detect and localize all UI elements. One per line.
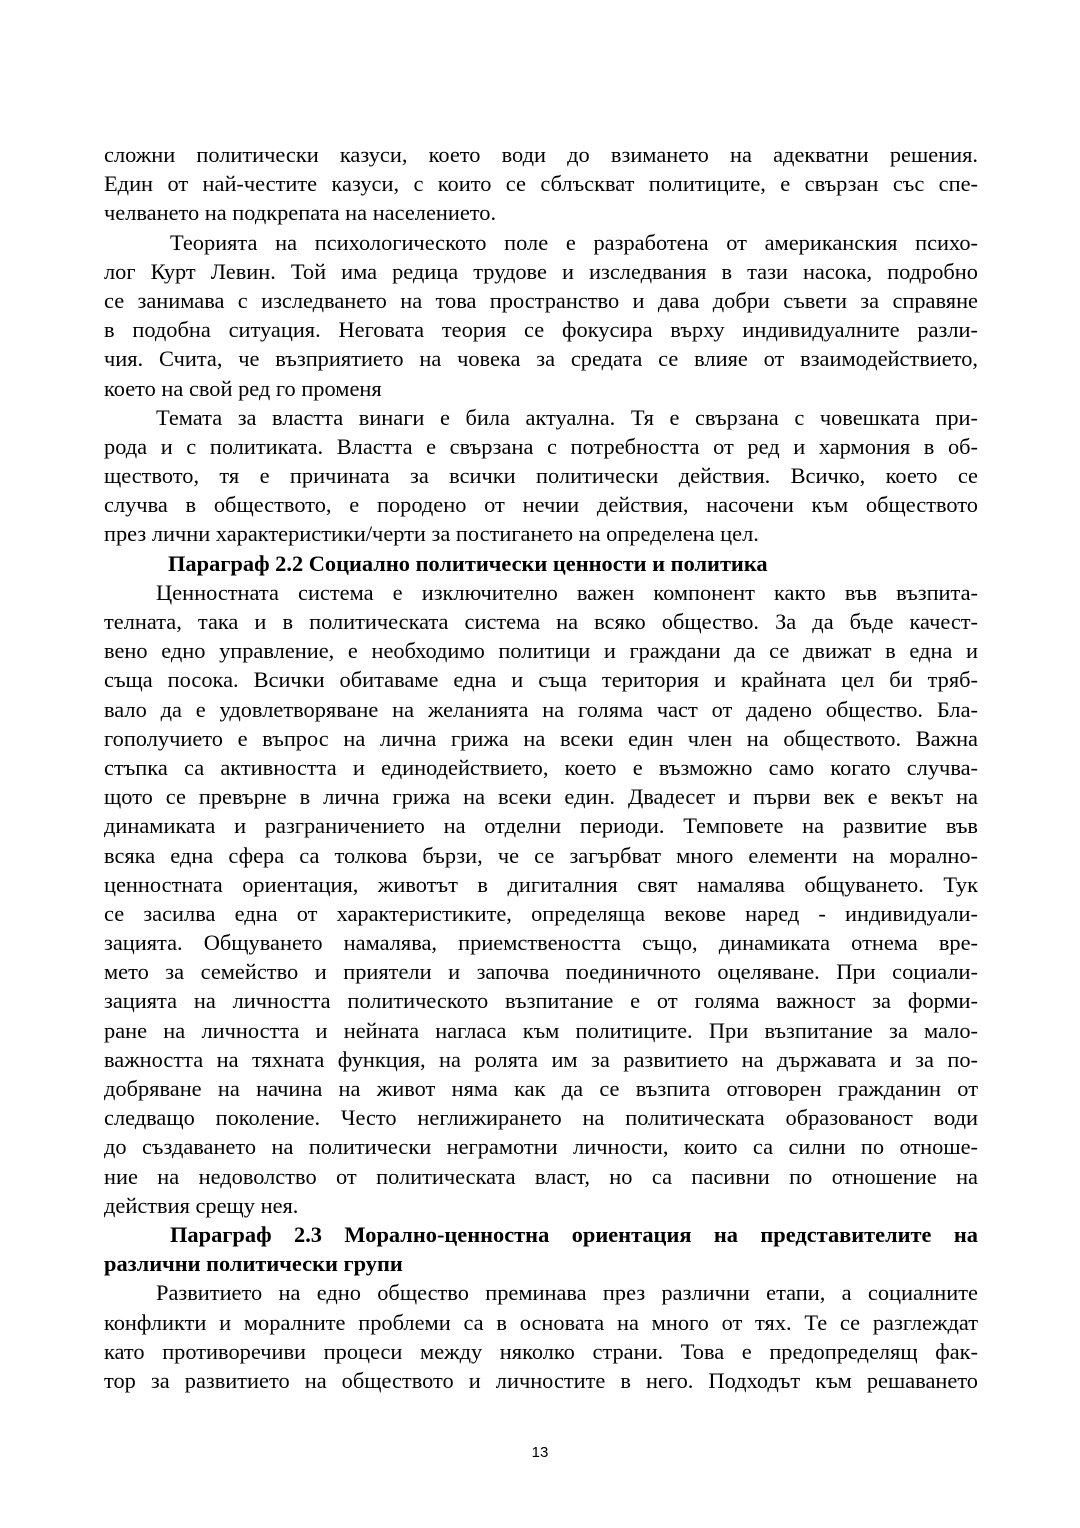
text-line: челването на подкрепата на населението. <box>104 200 497 226</box>
paragraph-start: Темата за властта винаги е била актуална. Тя е свързана с човешката при- <box>156 404 978 430</box>
text-line: тор за развитието на обществото и личностите в него. Подходът към решаването <box>104 1367 978 1393</box>
text-line: действия срещу нея. <box>104 1192 299 1218</box>
text-line: случва в обществото, е породено от нечии действия, насочени към обществото <box>104 492 978 518</box>
text-line: следващо поколение. Често неглижирането на политическата образованост води <box>104 1105 978 1131</box>
text-line: вало да е удовлетворяване на желанията на голяма част от дадено общество. Бла- <box>104 696 978 722</box>
text-line: като противоречиви процеси между няколко страни. Това е предопределящ фак- <box>104 1338 978 1364</box>
text-line: всяка една сфера са толкова бързи, че се загърбват много елементи на морално- <box>104 842 978 868</box>
text-line: рода и с политиката. Властта е свързана с потребността от ред и хармония в об- <box>104 433 978 459</box>
text-line: което на свой ред го променя <box>104 375 382 401</box>
text-line: гополучието е въпрос на лична грижа на всеки един член на обществото. Важна <box>104 725 978 751</box>
text-line: мето за семейство и приятели и започва поединичното оцеляване. При социали- <box>104 959 978 985</box>
text-line: сложни политически казуси, което води до взимането на адекватни решения. <box>104 142 978 167</box>
text-line: Един от най-честите казуси, с които се сблъскват политиците, е свързан със спе- <box>104 171 978 197</box>
text-line: стъпка са активността и единодействието, което е възможно само когато случва- <box>104 754 978 780</box>
text-line: чия. Счита, че възприятието на човека за средата се влияе от взаимодействието, <box>104 346 978 372</box>
text-line: се занимава с изследването на това пространство и дава добри съвети за справяне <box>104 287 978 313</box>
paragraph-start: Развитието на едно общество преминава през различни етапи, а социалните <box>156 1280 978 1306</box>
text-line: ществото, тя е причината за всички политически действия. Всичко, което се <box>104 463 978 489</box>
paragraph-start: Ценностната система е изключително важен компонент както във възпита- <box>156 579 978 605</box>
text-line: динамиката и разграничението на отделни периоди. Темповете на развитие във <box>104 813 978 839</box>
text-line: зацията. Общуването намалява, приемствеността също, динамиката отнема вре- <box>104 930 978 956</box>
page-number: 13 <box>531 1444 549 1461</box>
text-line: в подобна ситуация. Неговата теория се фокусира върху индивидуалните разли- <box>104 317 978 343</box>
text-line: щото се превърне в лична грижа на всеки един. Двадесет и първи век е векът на <box>104 784 978 810</box>
section-heading-2-3-cont: различни политически групи <box>104 1251 403 1277</box>
text-line: до създаването на политически неграмотни личности, които са силни по отноше- <box>104 1134 978 1160</box>
text-line: се засилва една от характеристиките, определяща векове наред - индивидуали- <box>104 900 978 926</box>
section-heading-2-2: Параграф 2.2 Социално политически ценности и политика <box>168 550 768 576</box>
section-heading-2-3: Параграф 2.3 Морално-ценностна ориентация на представителите на <box>170 1221 978 1247</box>
text-line: през лични характеристики/черти за постигането на определена цел. <box>104 521 759 547</box>
text-line: съща посока. Всички обитаваме една и съща територия и крайната цел би тряб- <box>104 667 978 693</box>
text-line: ценностната ориентация, животът в дигиталния свят намалява общуването. Тук <box>104 871 978 897</box>
text-line: лог Курт Левин. Той има редица трудове и изследвания в тази насока, подробно <box>104 258 978 284</box>
text-line: конфликти и моралните проблеми са в основата на много от тях. Те се разглеждат <box>104 1309 978 1335</box>
text-line: зацията на личността политическото възпитание е от голяма важност за форми- <box>104 988 978 1014</box>
paragraph-start: Теорията на психологическото поле е разработена от американския психо- <box>170 229 978 255</box>
text-line: добряване на начина на живот няма как да се възпита отговорен гражданин от <box>104 1076 978 1101</box>
text-line: вено едно управление, е необходимо политици и граждани да се движат в една и <box>104 638 978 664</box>
text-line: ние на недоволство от политическата власт, но са пасивни по отношение на <box>104 1163 978 1189</box>
text-line: важността на тяхната функция, на ролята им за развитието на държавата и за по- <box>104 1046 978 1072</box>
body-text <box>104 140 978 1395</box>
text-line: телната, така и в политическата система на всяко общество. За да бъде качест- <box>104 609 978 634</box>
text-line: ране на личността и нейната нагласа към политиците. При възпитание за мало- <box>104 1017 978 1043</box>
